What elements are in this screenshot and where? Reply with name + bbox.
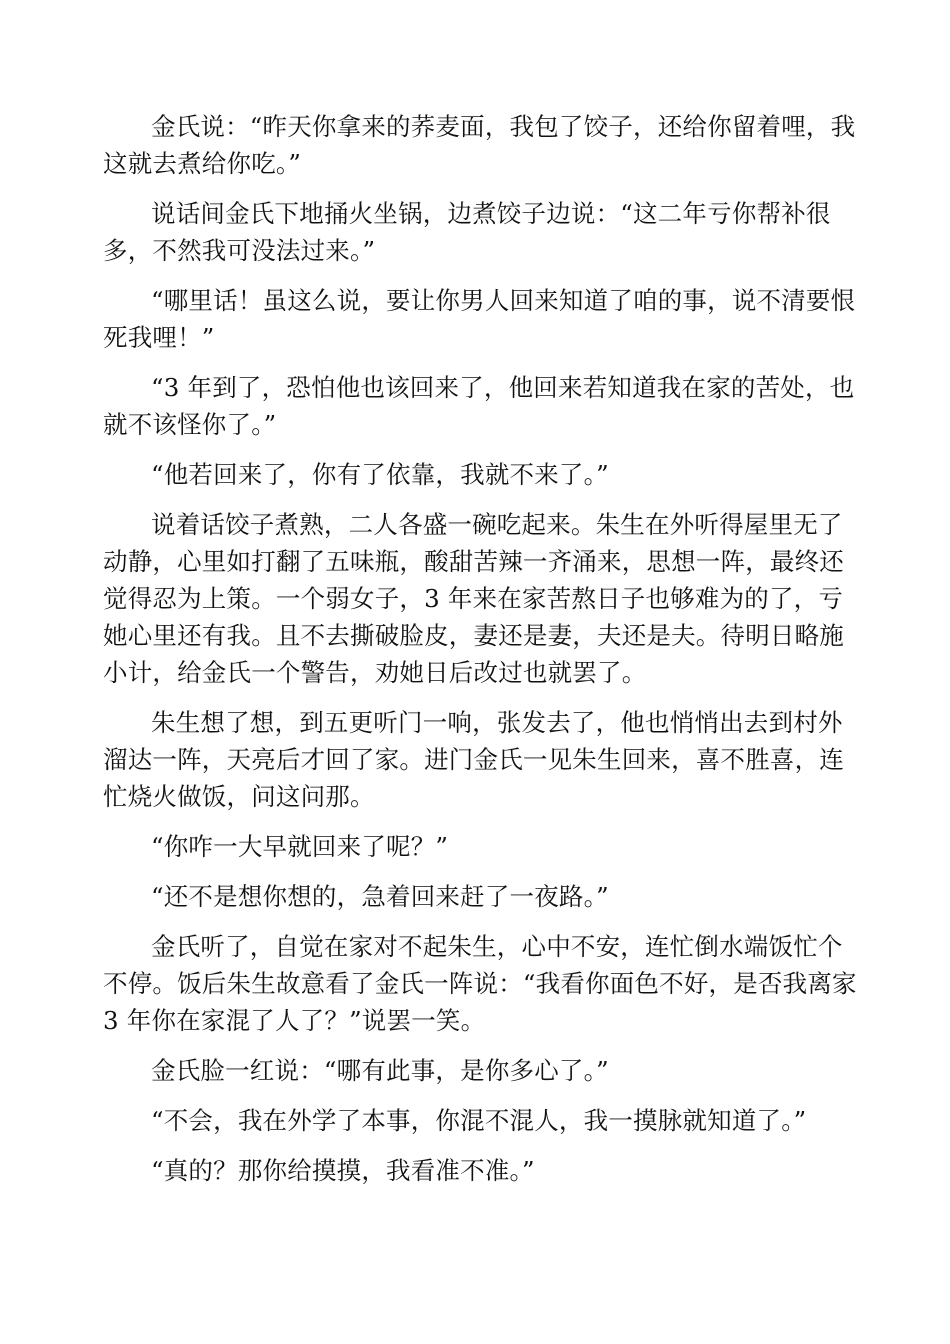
paragraph: 金氏脸一红说：“哪有此事，是你多心了。” [151,1056,609,1085]
paragraph: “不会，我在外学了本事，你混不混人，我一摸脉就知道了。” [151,1106,807,1135]
paragraph: “他若回来了，你有了依靠，我就不来了。” [151,460,609,489]
paragraph: 金氏说：“昨天你拿来的荞麦面，我包了饺子，还给你留着哩，我这就去煮给你吃。” [103,112,856,178]
paragraph: “你咋一大早就回来了呢？” [151,832,449,861]
paragraph: 金氏听了，自觉在家对不起朱生，心中不安，连忙倒水端饭忙个不停。饭后朱生故意看了金氏一阵说：“我看你面色不好，是否我离家 3 年你在家混了人了？”说罢一笑。 [103,932,857,1035]
document-page [103,108,863,1202]
paragraph: “真的？那你给摸摸，我看准不准。” [151,1156,535,1185]
paragraph: “3 年到了，恐怕他也该回来了，他回来若知道我在家的苦处，也就不该怪你了。” [103,373,855,439]
paragraph: “还不是想你想的，急着回来赶了一夜路。” [151,882,609,911]
paragraph: 朱生想了想，到五更听门一响，张发去了，他也悄悄出去到村外溜达一阵，天亮后才回了家。进门金氏一见朱生回来，喜不胜喜，连忙烧火做饭，问这问那。 [103,708,844,811]
paragraph: 说着话饺子煮熟，二人各盛一碗吃起来。朱生在外听得屋里无了动静，心里如打翻了五味瓶，酸甜苦辣一齐涌来，思想一阵，最终还觉得忍为上策。一个弱女子，3 年来在家苦熬日子也够难为的了，亏她心里还有我。且不去撕破脸皮，妻还是妻，夫还是夫。待明日略施小计，给金氏一个警告，劝她日后改过也就罢了。 [103,510,844,687]
paragraph: “哪里话！虽这么说，要让你男人回来知道了咱的事，说不清要恨死我哩！” [103,286,856,352]
paragraph: 说话间金氏下地捅火坐锅，边煮饺子边说：“这二年亏你帮补很多，不然我可没法过来。” [103,199,831,265]
